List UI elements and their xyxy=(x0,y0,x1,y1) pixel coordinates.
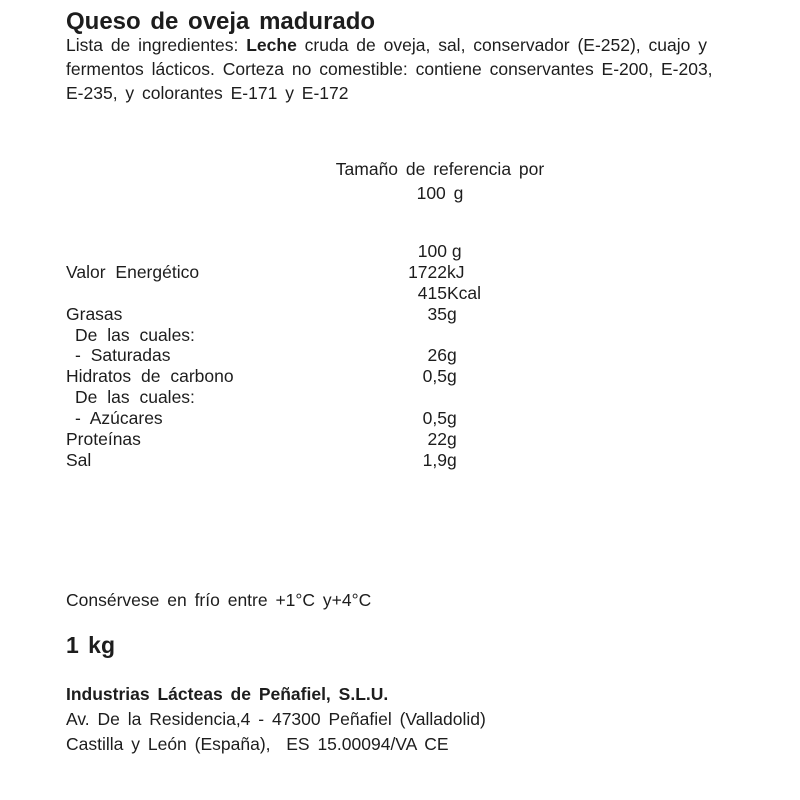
ingredients-text xyxy=(66,33,786,105)
nutrition-value-unit: g xyxy=(447,429,457,450)
nutrition-value xyxy=(386,325,447,346)
nutrition-value-unit: g xyxy=(447,408,457,429)
nutrition-value xyxy=(386,429,457,450)
nutrition-value-number: 0,5 xyxy=(422,366,447,387)
nutrition-value-number: 0,5 xyxy=(422,408,447,429)
nutrition-value xyxy=(386,261,465,283)
reference-size-line1: Tamaño de referencia por xyxy=(335,159,545,179)
nutrition-value-unit: g xyxy=(447,449,457,470)
nutrition-value xyxy=(386,345,457,366)
net-weight: 1 kg xyxy=(66,632,116,658)
ingredients-line2: fermentos lácticos. Corteza no comestible: contiene conservantes E-200, E-203, xyxy=(66,59,713,79)
nutrition-label: - Saturadas xyxy=(75,345,171,366)
ingredients-leche-bold: Leche xyxy=(246,35,297,55)
nutrition-value-unit: Kcal xyxy=(447,282,482,303)
nutrition-row-energy xyxy=(66,262,526,283)
manufacturer-region: Castilla y León (España), ES 15.00094/VA CE xyxy=(66,734,449,754)
nutrition-value-number: 1,9 xyxy=(422,449,447,470)
nutrition-label: Valor Energético xyxy=(66,261,200,282)
nutrition-row-protein xyxy=(66,429,526,450)
nutrition-row-fat xyxy=(66,304,526,325)
nutrition-value-unit: kJ xyxy=(447,261,465,282)
nutrition-row-sugars xyxy=(66,408,526,429)
nutrition-value-unit: g xyxy=(447,303,457,324)
nutrition-row-ofwhich-carb xyxy=(66,387,526,408)
nutrition-label: De las cuales: xyxy=(75,387,195,408)
nutrition-value xyxy=(386,241,462,262)
nutrition-row-carbohydrate xyxy=(66,366,526,387)
nutrition-label: Hidratos de carbono xyxy=(66,366,234,387)
nutrition-row-saturates xyxy=(66,345,526,366)
nutrition-value xyxy=(386,449,457,471)
storage-instructions: Consérvese en frío entre +1°C y+4°C xyxy=(66,590,372,610)
nutrition-table xyxy=(66,241,526,471)
nutrition-label: - Azúcares xyxy=(75,408,163,429)
ingredients-prefix: Lista de ingredientes: xyxy=(66,35,247,55)
nutrition-value-unit: g xyxy=(447,241,462,261)
nutrition-value-number: 415 xyxy=(417,282,447,303)
nutrition-value xyxy=(386,387,447,408)
nutrition-row-header xyxy=(66,241,526,262)
nutrition-label: Grasas xyxy=(66,303,123,324)
manufacturer-name: Industrias Lácteas de Peñafiel, S.L.U. xyxy=(66,684,389,704)
nutrition-value xyxy=(386,408,457,429)
nutrition-value-number: 26 xyxy=(427,345,447,366)
manufacturer-address: Av. De la Residencia,4 - 47300 Peñafiel (Valladolid) xyxy=(66,709,486,729)
nutrition-value xyxy=(386,282,482,304)
nutrition-row-energy-kcal xyxy=(66,283,526,304)
nutrition-label: Proteínas xyxy=(66,429,141,450)
product-title: Queso de oveja madurado xyxy=(66,8,376,35)
nutrition-value-number: 100 xyxy=(417,241,447,261)
reference-size-block xyxy=(240,158,640,205)
nutrition-value xyxy=(386,303,457,325)
reference-size-line2: 100 g xyxy=(416,182,464,203)
nutrition-label: De las cuales: xyxy=(75,324,195,345)
nutrition-value-unit: g xyxy=(447,366,457,387)
ingredients-line1-rest: cruda de oveja, sal, conservador (E-252), cuajo y xyxy=(296,35,707,55)
nutrition-row-salt xyxy=(66,450,526,471)
nutrition-value-unit: g xyxy=(447,345,457,366)
nutrition-value-number: 1722 xyxy=(408,261,447,282)
nutrition-row-ofwhich-fat xyxy=(66,325,526,346)
nutrition-label: Sal xyxy=(66,449,92,470)
nutrition-value-number: 22 xyxy=(427,429,447,450)
ingredients-line3: E-235, y colorantes E-171 y E-172 xyxy=(66,83,349,103)
manufacturer-block xyxy=(66,682,486,757)
nutrition-value-number: 35 xyxy=(427,303,447,324)
nutrition-value xyxy=(386,366,457,387)
